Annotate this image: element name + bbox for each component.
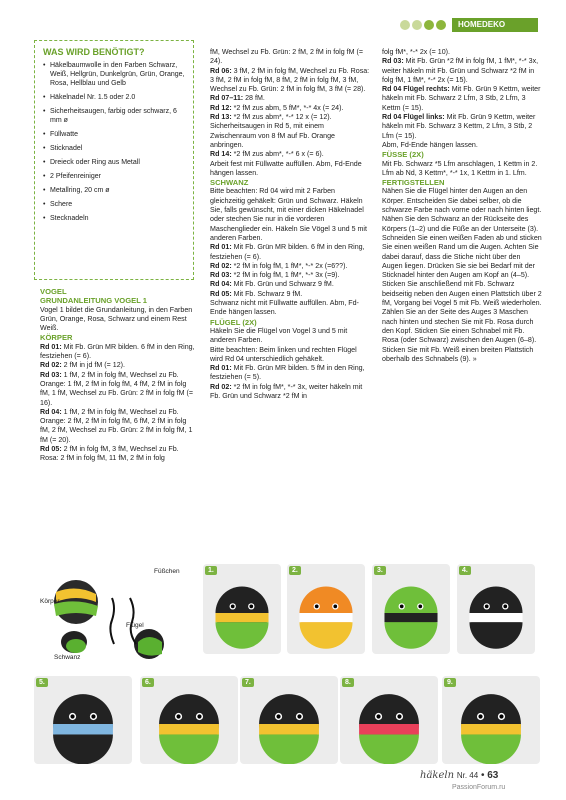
step-number: 1.: [205, 566, 217, 575]
round-label: Rd 02:: [210, 261, 232, 270]
round-label: Rd 05:: [40, 445, 62, 454]
round-text: *2 fM zus abm*, *-* 6 x (= 6).: [233, 150, 324, 159]
issue-number: Nr. 44: [456, 771, 479, 780]
step-number: 5.: [36, 678, 48, 687]
round-label: Rd 04:: [40, 407, 62, 416]
instruction-row: [210, 113, 370, 122]
bird-illustration: [457, 564, 535, 654]
round-text: Mit Fb. Schwarz 9 fM.: [233, 289, 303, 298]
round-label: Rd 06:: [210, 66, 232, 75]
round-text: *2 fM in folg fM, 1 fM*, *-* 3x (=9).: [233, 271, 340, 280]
heading-schwanz: SCHWANZ: [210, 178, 249, 188]
round-label: Rd 01:: [40, 342, 62, 351]
materials-item: • Dreieck oder Ring aus Metall: [43, 158, 185, 167]
fertig-text-2: Sticken Sie anschließend mit Fb. Schwarz beidseitig neben den Augen einen Plattstich über 2 fM, Vorgang bei Vogel 5 mit Fb. Weiß wiederholen.: [382, 280, 542, 308]
round-label: Rd 01:: [210, 243, 232, 252]
label-fuesschen: Füßchen: [154, 568, 180, 575]
round-text: 1 fM, 2 fM in folg fM, Wechsel zu Fb. Orange: 1 fM, 2 fM in folg fM, 4 fM, 2 fM in folg fM, 1 fM, Wechsel zu Fb. Grün: 2 fM in folg fM (= 16).: [40, 370, 194, 407]
step-photo: [287, 564, 365, 654]
materials-item: • Stecknadeln: [43, 214, 185, 223]
heading-grundanleitung: GRUNDANLEITUNG VOGEL 1: [40, 296, 148, 306]
step-photo: [340, 676, 438, 764]
fluegel-note: Bitte beachten: Beim linken und rechten Flügel wird Rd 04 unterschiedlich gehäkelt.: [210, 345, 357, 363]
instruction-row: [210, 104, 370, 113]
round-text: Mit Fb. Grün MR bilden. 6 fM in den Ring, festziehen (= 6).: [40, 342, 195, 361]
materials-item: • Häkelbaumwolle in den Farben Schwarz, Weiß, Hellgrün, Dunkelgrün, Grün, Orange, Rosa, Hellblau und Gelb: [43, 61, 185, 88]
section-header: [400, 18, 538, 32]
fertig-text-4: Sticken Sie mit Fb. Weiß einen breiten Plattstich oberhalb des Schnabels (9). »: [382, 345, 534, 363]
page-dot-active: [424, 20, 434, 30]
round-text: 28 fM.: [245, 94, 265, 103]
materials-list: [43, 61, 185, 223]
intro-text: Vogel 1 bildet die Grundanleitung, in den Farben Grün, Orange, Rosa, Schwarz und einem Rest Weiß.: [40, 305, 193, 333]
round-text: 3 fM, 2 fM in folg fM, Wechsel zu Fb. Rosa: 3 fM, 2 fM in folg fM, 8 fM, 2 fM in folg fM, 3 fM, Wechsel zu Fb. Grün: 2 fM in folg fM, 3 fM (= 28).: [210, 66, 370, 94]
instruction-row: [40, 445, 198, 464]
fluegel-text: Häkeln Sie die Flügel von Vogel 3 und 5 mit anderen Farben.: [210, 326, 348, 345]
instruction-row: [210, 94, 370, 103]
round-label: Rd 05:: [210, 289, 232, 298]
step-photo: [140, 676, 238, 764]
label-fluegel: Flügel: [126, 622, 144, 629]
page-number: 63: [487, 770, 499, 781]
round-label: Rd 03:: [382, 57, 404, 66]
bird-illustration: [340, 676, 438, 764]
round-text: *2 fM in folg fM, 1 fM*, *-* 2x (=6??).: [233, 261, 348, 270]
label-schwanz: Schwanz: [54, 654, 81, 661]
instruction-row: [382, 57, 542, 85]
round-label: Rd 04:: [210, 280, 232, 289]
instruction-row: [210, 383, 370, 402]
step-number: 8.: [342, 678, 354, 687]
step-number: 9.: [444, 678, 456, 687]
step-photo: [34, 676, 132, 764]
parts-photo: [34, 562, 194, 670]
bird-illustration: [287, 564, 365, 654]
step-number: 4.: [459, 566, 471, 575]
page-dot: [412, 20, 422, 30]
footer-dot: •: [480, 770, 485, 781]
schwanz-note: Schwanz nicht mit Füllwatte auffüllen. Abm, Fd-Ende hängen lassen.: [210, 299, 359, 317]
koerper-rows-cont: [210, 67, 370, 123]
round-text: Mit Fb. Grün und Schwarz 9 fM.: [233, 280, 334, 289]
step-number: 6.: [142, 678, 154, 687]
step-photo: [203, 564, 281, 654]
step-number: 7.: [242, 678, 254, 687]
round-text: *2 fM zus abm, 5 fM*, *-* 4x (= 24).: [233, 103, 344, 112]
materials-item: • Sticknadel: [43, 144, 185, 153]
instruction-row: [210, 262, 370, 271]
heading-vogel: VOGEL: [40, 287, 67, 296]
round-label: Rd 03:: [210, 271, 232, 280]
round-text: 2 fM in jd fM (= 12).: [63, 361, 125, 370]
round-label: Rd 04 Flügel links:: [382, 113, 445, 122]
magazine-brand: häkeln: [420, 770, 455, 781]
step-number: 2.: [289, 566, 301, 575]
instruction-row: [382, 85, 542, 113]
round-text: Mit Fb. Grün MR bilden. 5 fM in den Ring, festziehen (= 5).: [210, 364, 365, 382]
round-label: Rd 04 Flügel rechts:: [382, 85, 450, 94]
watermark: PassionForum.ru: [452, 784, 506, 791]
materials-title: WAS WIRD BENÖTIGT?: [43, 47, 145, 57]
instruction-row: [210, 290, 370, 299]
round-text: 2 fM in folg fM, 3 fM, Wechsel zu Fb. Rosa: 2 fM in folg fM, 11 fM, 2 fM in folg: [40, 445, 179, 463]
fertig-text-1: Nähen Sie die Flügel hinter den Augen an den Körper. Entscheiden Sie dabei selber, ob die schwarze Farbe nach vorne oder nach hinten liegt. Nähen Sie den Schwanz an der Rückseite des Körpers (1–2) und die Füße an der Unterseite (3). Schneiden Sie einen weißen Faden ab und sticken Sie einen weißen Rand um die Augen. Achten Sie dabei darauf, dass die Stiche nicht über den Augen liegen. Drücken Sie sie bei Bedarf mit der Sticknadel hinter den Augen am Kopf an (4–5).: [382, 187, 542, 280]
round-label: Rd 07–11:: [210, 94, 244, 103]
step-photo: [240, 676, 338, 764]
round-label: Rd 13:: [210, 113, 232, 122]
bird-illustration: [240, 676, 338, 764]
fertig-text-3: Zählen Sie an der Seite des Auges 3 Maschen nach hinten und stechen Sie mit Fb. Rosa durch den Kopf. Sticken Sie einen Schnabel mit Fb. Rosa (oder Schwarz) zwischen den Augen (6–8).: [382, 308, 537, 345]
label-koerper: Körper: [40, 598, 60, 605]
round-label: Rd 02:: [40, 361, 62, 370]
heading-fertigstellen: FERTIGSTELLEN: [382, 178, 445, 188]
instruction-row: [382, 113, 542, 141]
round-text: Mit Fb. Grün *2 fM in folg fM, 1 fM*, *-* 3x, weiter häkeln mit Fb. Grün und Schwarz *2 fM in folg fM, 1 fM*, *-* 2x (= 15).: [382, 57, 539, 84]
column-2: [210, 48, 370, 401]
page-footer: [420, 770, 498, 781]
section-tag: HOMEDEKO: [452, 18, 538, 32]
materials-item: • 2 Pfeifenreiniger: [43, 172, 185, 181]
page-dot-active: [436, 20, 446, 30]
instruction-row: [210, 280, 370, 289]
round-text: Mit Fb. Grün MR bilden. 6 fM in den Ring, festziehen (= 6).: [210, 243, 365, 261]
instruction-row: [40, 361, 198, 370]
fluegel-end-note: Abm, Fd-Ende hängen lassen.: [382, 140, 478, 149]
bird-illustration: [34, 676, 132, 764]
round-text: Mit Fb. Grün 9 Kettm, weiter häkeln mit Fb. Schwarz 2 Lfm, 3 Stb, 2 Lfm, 3 Kettm (= 15).: [382, 85, 541, 112]
schwanz-text: Bitte beachten: Rd 04 wird mit 2 Farben gleichzeitig gehäkelt: Grün und Schwarz. Häkeln Sie, falls gewünscht, mit einer dicken Häkelnadel oder stechen Sie nur in die vorderen Maschenglieder ein. Häkeln Sie Vögel 3 und 5 mit anderen Farben.: [210, 187, 367, 242]
materials-item: • Häkelnadel Nr. 1.5 oder 2.0: [43, 93, 185, 102]
instruction-row: [40, 371, 198, 408]
heading-fluegel: FLÜGEL (2X): [210, 317, 257, 327]
step-photo: [442, 676, 540, 764]
round-label: Rd 14:: [210, 150, 232, 159]
bird-illustration: [442, 676, 540, 764]
note-eyes: Sicherheitsaugen in Rd 5, mit einem Zwischenraum von 8 fM auf Fb. Orange anbringen.: [210, 122, 335, 149]
round-text: Mit Fb. Grün 9 Kettm, weiter häkeln mit Fb. Schwarz 3 Kettm, 2 Lfm, 3 Stb, 2 Lfm (= 15).: [382, 113, 536, 140]
fluegel-rows: [210, 364, 370, 401]
materials-box: [34, 40, 194, 280]
koerper-rows: [40, 343, 198, 464]
round-label: Rd 12:: [210, 103, 232, 112]
instruction-row: [210, 67, 370, 95]
continuation-text: fM, Wechsel zu Fb. Grün: 2 fM, 2 fM in folg fM (= 24).: [210, 48, 364, 66]
bird-illustration: [372, 564, 450, 654]
bird-illustration: [203, 564, 281, 654]
instruction-row: [210, 364, 370, 383]
heading-koerper: KÖRPER: [40, 333, 73, 343]
note-fill: Arbeit fest mit Füllwatte auffüllen. Abm, Fd-Ende hängen lassen.: [210, 159, 362, 177]
page-dot: [400, 20, 410, 30]
fuesse-text: Mit Fb. Schwarz *5 Lfm anschlagen, 1 Kettm in 2. Lfm ab Nd, 3 Kettm*, *-* 1x, 1 Kettm in 1. Lfm.: [382, 159, 538, 177]
fluegel-rows-cont: [382, 57, 542, 141]
bird-illustration: [140, 676, 238, 764]
materials-item: • Metallring, 20 cm ø: [43, 186, 185, 195]
column-3: [382, 48, 542, 364]
koerper-rows-end: [210, 150, 370, 159]
round-text: *2 fM in folg fM*, *-* 3x, weiter häkeln mit Fb. Grün und Schwarz *2 fM in: [210, 382, 363, 400]
materials-item: • Sicherheitsaugen, farbig oder schwarz, 6 mm ø: [43, 107, 185, 125]
schwanz-rows: [210, 243, 370, 299]
step-photo: [457, 564, 535, 654]
materials-item: • Füllwatte: [43, 130, 185, 139]
step-number: 3.: [374, 566, 386, 575]
instruction-row: [210, 271, 370, 280]
round-label: Rd 01:: [210, 364, 232, 373]
step-photo: [372, 564, 450, 654]
instruction-row: [40, 343, 198, 362]
round-label: Rd 02:: [210, 382, 232, 391]
heading-fuesse: FÜSSE (2X): [382, 150, 424, 160]
round-label: Rd 03:: [40, 370, 62, 379]
column-1: [40, 287, 198, 464]
continuation-text: folg fM*, *-* 2x (= 10).: [382, 48, 451, 56]
round-text: *2 fM zus abm*, *-* 12 x (= 12).: [233, 113, 332, 122]
instruction-row: [210, 150, 370, 159]
instruction-row: [210, 243, 370, 262]
instruction-row: [40, 408, 198, 445]
materials-item: • Schere: [43, 200, 185, 209]
round-text: 1 fM, 2 fM in folg fM, Wechsel zu Fb. Orange: 2 fM, 2 fM in folg fM, 6 fM, 2 fM in folg fM, 2 fM, Wechsel zu Fb. Grün: 2 fM in folg fM, 1 fM (= 20).: [40, 407, 193, 444]
